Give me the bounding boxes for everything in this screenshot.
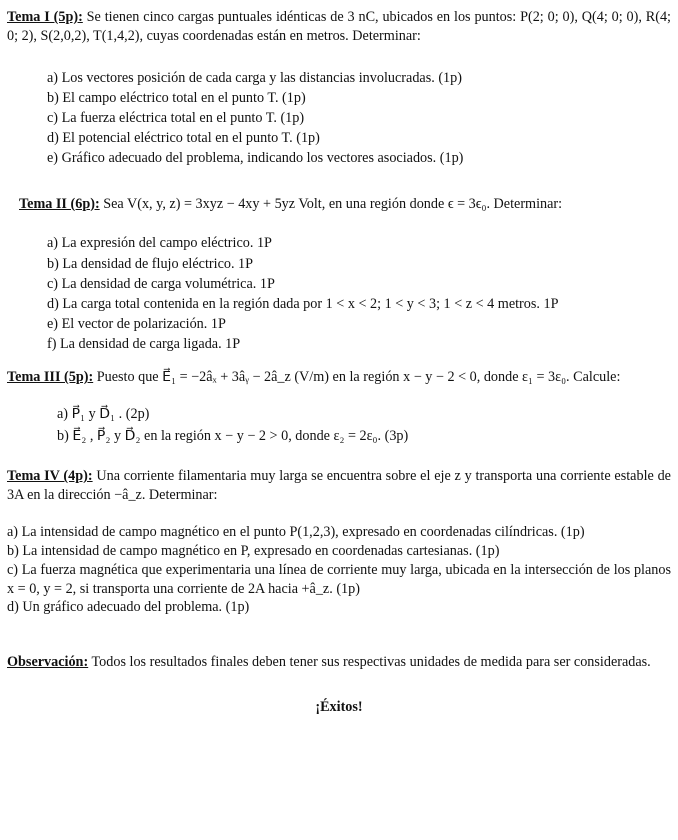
tema2-heading: Tema II (6p): xyxy=(19,195,100,212)
tema1-heading: Tema I (5p): xyxy=(7,9,83,25)
tema2-item: d) La carga total contenida en la región dada por 1 < x < 2; 1 < y < 3; 1 < z < 4 metros. 1P xyxy=(47,295,559,312)
observacion-text: Todos los resultados finales deben tener sus respectivas unidades de medida para ser consideradas. xyxy=(91,654,651,671)
tema3-intro xyxy=(7,368,671,387)
tema1-item: a) Los vectores posición de cada carga y las distancias involucradas. (1p) xyxy=(47,69,462,86)
tema3-item: b) E⃗₂ , P⃗₂ y D⃗₂ en la región x − y − 2 > 0, donde ε₂ = 2ε₀. (3p) xyxy=(57,428,409,445)
tema2-item: c) La densidad de carga volumétrica. 1P xyxy=(47,275,275,292)
tema2-item: a) La expresión del campo eléctrico. 1P xyxy=(47,235,272,252)
tema2-item: e) El vector de polarización. 1P xyxy=(47,316,226,333)
tema4-item: b) La intensidad de campo magnético en P, expresado en coordenadas cartesianas. (1p) xyxy=(7,542,500,559)
tema3-intro-text: Puesto que E⃗₁ = −2âₓ + 3âᵧ − 2â_z (V/m) en la región x − y − 2 < 0, donde ε₁ = 3ε₀. Calcule: xyxy=(96,369,621,386)
tema1-item: b) El campo eléctrico total en el punto T. (1p) xyxy=(47,89,306,106)
tema4-intro xyxy=(7,467,671,505)
tema4-intro-text: Una corriente filamentaria muy larga se encuentra sobre el eje z y transporta una corriente estable de 3A en la dirección −â_z. Determinar: xyxy=(7,468,671,504)
observacion xyxy=(7,653,671,672)
tema1-list xyxy=(47,68,671,169)
tema4-heading: Tema IV (4p): xyxy=(7,468,93,485)
tema1-item: e) Gráfico adecuado del problema, indicando los vectores asociados. (1p) xyxy=(47,150,464,167)
tema3-item: a) P⃗₁ y D⃗₁ . (2p) xyxy=(57,406,150,423)
tema3-list xyxy=(57,403,671,447)
tema4-item: a) La intensidad de campo magnético en el punto P(1,2,3), expresado en coordenadas cilíndricas. (1p) xyxy=(7,523,585,540)
tema2-item: f) La densidad de carga ligada. 1P xyxy=(47,336,241,353)
tema3-heading: Tema III (5p): xyxy=(7,369,94,386)
observacion-heading: Observación: xyxy=(7,654,89,671)
tema2-intro xyxy=(19,195,671,214)
exam-page xyxy=(7,8,671,717)
tema1-intro xyxy=(7,8,671,46)
tema1-intro-text: Se tienen cinco cargas puntuales idénticas de 3 nC, ubicados en los puntos: P(2; 0; 0), Q(4; 0; 0), R(4; 0; 2), S(2,0,2), T(1,4,2), cuyas coordenadas están en metros. Determinar: xyxy=(7,9,671,44)
tema4-item: c) La fuerza magnética que experimentaria una línea de corriente muy larga, ubicada en la intersección de los planos x = 0, y = 2, si transporta una corriente de 2A hacia +â_z. (1p) xyxy=(7,561,671,597)
tema2-intro-text: Sea V(x, y, z) = 3xyz − 4xy + 5yz Volt, en una región donde ϵ = 3ϵ₀. Determinar: xyxy=(103,195,563,212)
tema4-item: d) Un gráfico adecuado del problema. (1p) xyxy=(7,599,250,616)
tema1-item: c) La fuerza eléctrica total en el punto T. (1p) xyxy=(47,110,305,127)
tema1-item: d) El potencial eléctrico total en el punto T. (1p) xyxy=(47,130,320,147)
closing-message: ¡Éxitos! xyxy=(315,699,363,716)
tema2-list xyxy=(47,233,671,354)
tema4-list xyxy=(7,523,671,617)
tema2-item: b) La densidad de flujo eléctrico. 1P xyxy=(47,255,254,272)
